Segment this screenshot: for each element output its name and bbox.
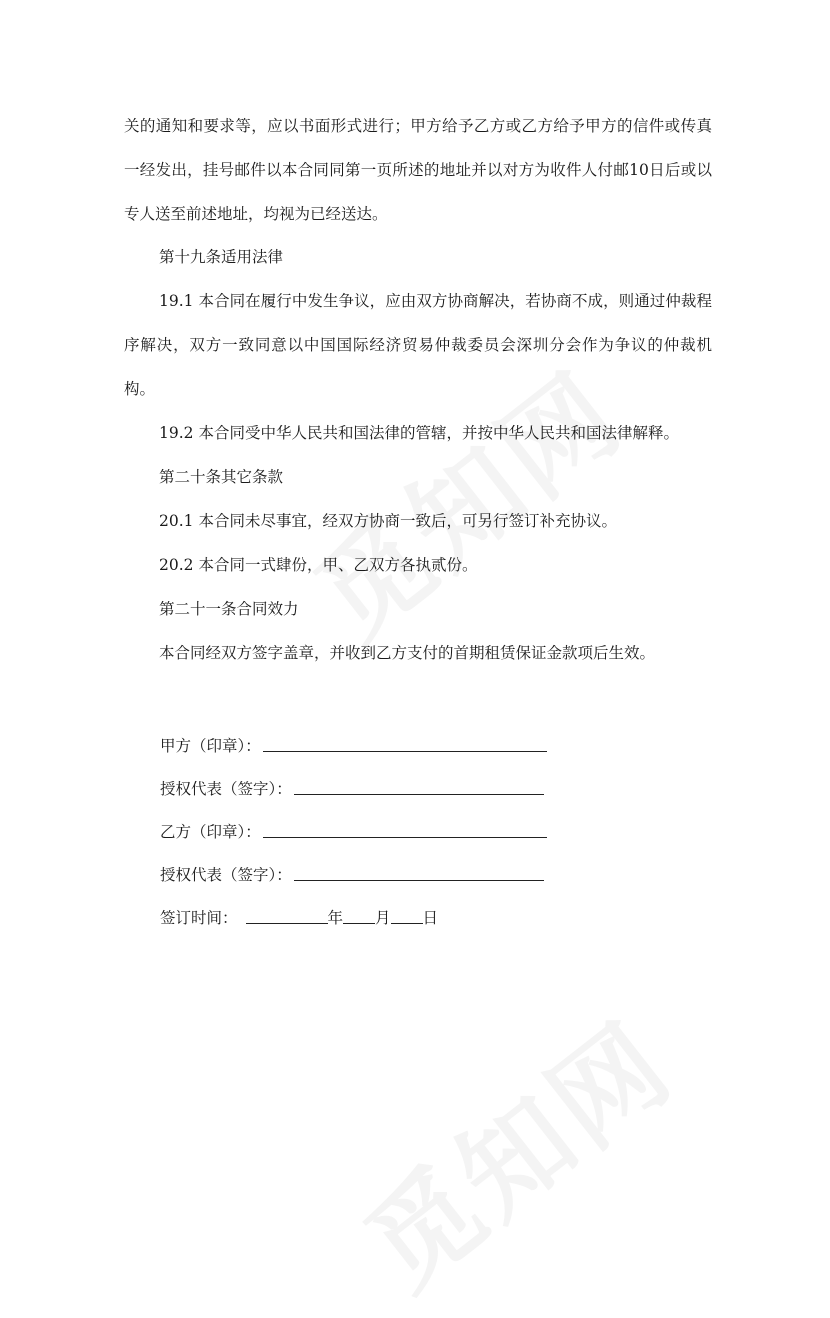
month-blank (343, 922, 375, 924)
day-label: 日 (422, 909, 439, 927)
clause-19-1: 19.1 本合同在履行中发生争议，应由双方协商解决，若协商不成，则通过仲裁程序解决，双方一致同意以中国国际经济贸易仲裁委员会深圳分会作为争议的仲裁机构。 (124, 292, 712, 398)
sig-row-party-a-seal (160, 713, 547, 756)
signature-block (160, 713, 547, 928)
sig-row-party-a-rep (160, 756, 547, 799)
watermark (328, 980, 700, 1318)
party-b-rep-line (294, 879, 544, 881)
party-a-rep-line (294, 793, 544, 795)
sig-row-sign-date (160, 885, 547, 928)
sig-row-party-b-rep (160, 842, 547, 885)
party-b-seal-line (263, 836, 547, 838)
party-b-seal-label: 乙方（印章）： (160, 823, 261, 841)
contract-body (124, 104, 712, 236)
paragraph-notice-continued: 关的通知和要求等，应以书面形式进行；甲方给予乙方或乙方给予甲方的信件或传真一经发出，挂号邮件以本合同同第一页所述的地址并以对方为收件人付邮10日后或以专人送至前述地址，均视为已经送达。 (124, 117, 712, 223)
year-label: 年 (327, 909, 344, 927)
party-a-seal-line (263, 750, 547, 752)
contract-body-sections (124, 235, 712, 675)
party-a-seal-label: 甲方（印章）： (160, 737, 261, 755)
party-b-rep-label: 授权代表（签字）： (160, 866, 292, 884)
party-a-rep-label: 授权代表（签字）： (160, 780, 292, 798)
clause-21-effect: 本合同经双方签字盖章，并收到乙方支付的首期租赁保证金款项后生效。 (159, 644, 656, 662)
sign-date-label: 签订时间： (160, 909, 238, 927)
clause-20-2: 20.2 本合同一式肆份，甲、乙双方各执贰份。 (159, 556, 478, 574)
clause-20-1: 20.1 本合同未尽事宜，经双方协商一致后，可另行签订补充协议。 (159, 512, 617, 530)
section-heading-19: 第十九条适用法律 (159, 248, 284, 266)
clause-19-2: 19.2 本合同受中华人民共和国法律的管辖，并按中华人民共和国法律解释。 (159, 424, 679, 442)
section-heading-21: 第二十一条合同效力 (159, 600, 299, 618)
sig-row-party-b-seal (160, 799, 547, 842)
month-label: 月 (375, 909, 391, 927)
section-heading-20: 第二十条其它条款 (159, 468, 284, 486)
year-blank (246, 922, 328, 924)
day-blank (391, 922, 423, 924)
